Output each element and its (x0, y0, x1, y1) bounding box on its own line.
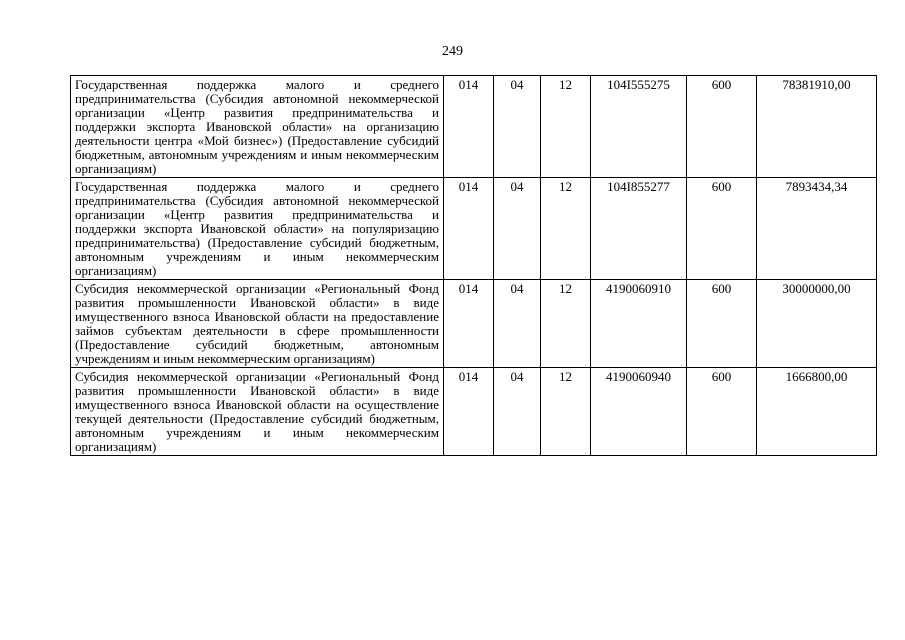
row-description: Субсидия некоммерческой организации «Региональный Фонд развития промышленности Ивановской области» в виде имущественного взноса Ивановской области на осуществление текущей деятельности (Предоставление субсидий бюджетным, автономным учреждениям и иным некоммерческим организациям) (71, 368, 444, 456)
expense-type-code: 600 (687, 178, 757, 280)
row-description: Субсидия некоммерческой организации «Региональный Фонд развития промышленности Ивановской области» в виде имущественного взноса Ивановской области на предоставление займов субъектам деятельности в сфере промышленности (Предоставление субсидий бюджетным, автономным учреждениям и иным некоммерческим организациям) (71, 280, 444, 368)
amount: 78381910,00 (757, 76, 877, 178)
section-code: 04 (494, 368, 541, 456)
page-number: 249 (442, 44, 463, 59)
row-description: Государственная поддержка малого и среднего предпринимательства (Субсидия автономной некоммерческой организации «Центр развития предпринимательства и поддержки экспорта Ивановской области» на популяризацию предпринимательства) (Предоставление субсидий бюджетным, автономным учреждениям и иным некоммерческим организациям) (71, 178, 444, 280)
target-item-code: 104I855277 (591, 178, 687, 280)
table-row (71, 280, 877, 368)
ministry-code: 014 (444, 178, 494, 280)
amount: 7893434,34 (757, 178, 877, 280)
ministry-code: 014 (444, 368, 494, 456)
section-code: 04 (494, 76, 541, 178)
table-row (71, 368, 877, 456)
ministry-code: 014 (444, 280, 494, 368)
row-description: Государственная поддержка малого и среднего предпринимательства (Субсидия автономной некоммерческой организации «Центр развития предпринимательства и поддержки экспорта Ивановской области» на организацию деятельности центра «Мой бизнес») (Предоставление субсидий бюджетным, автономным учреждениям и иным некоммерческим организациям) (71, 76, 444, 178)
budget-table (70, 75, 877, 456)
target-item-code: 4190060910 (591, 280, 687, 368)
expense-type-code: 600 (687, 76, 757, 178)
expense-type-code: 600 (687, 280, 757, 368)
table-row (71, 76, 877, 178)
subsection-code: 12 (541, 368, 591, 456)
subsection-code: 12 (541, 280, 591, 368)
subsection-code: 12 (541, 178, 591, 280)
expense-type-code: 600 (687, 368, 757, 456)
target-item-code: 4190060940 (591, 368, 687, 456)
target-item-code: 104I555275 (591, 76, 687, 178)
amount: 1666800,00 (757, 368, 877, 456)
amount: 30000000,00 (757, 280, 877, 368)
ministry-code: 014 (444, 76, 494, 178)
section-code: 04 (494, 280, 541, 368)
subsection-code: 12 (541, 76, 591, 178)
section-code: 04 (494, 178, 541, 280)
table-row (71, 178, 877, 280)
